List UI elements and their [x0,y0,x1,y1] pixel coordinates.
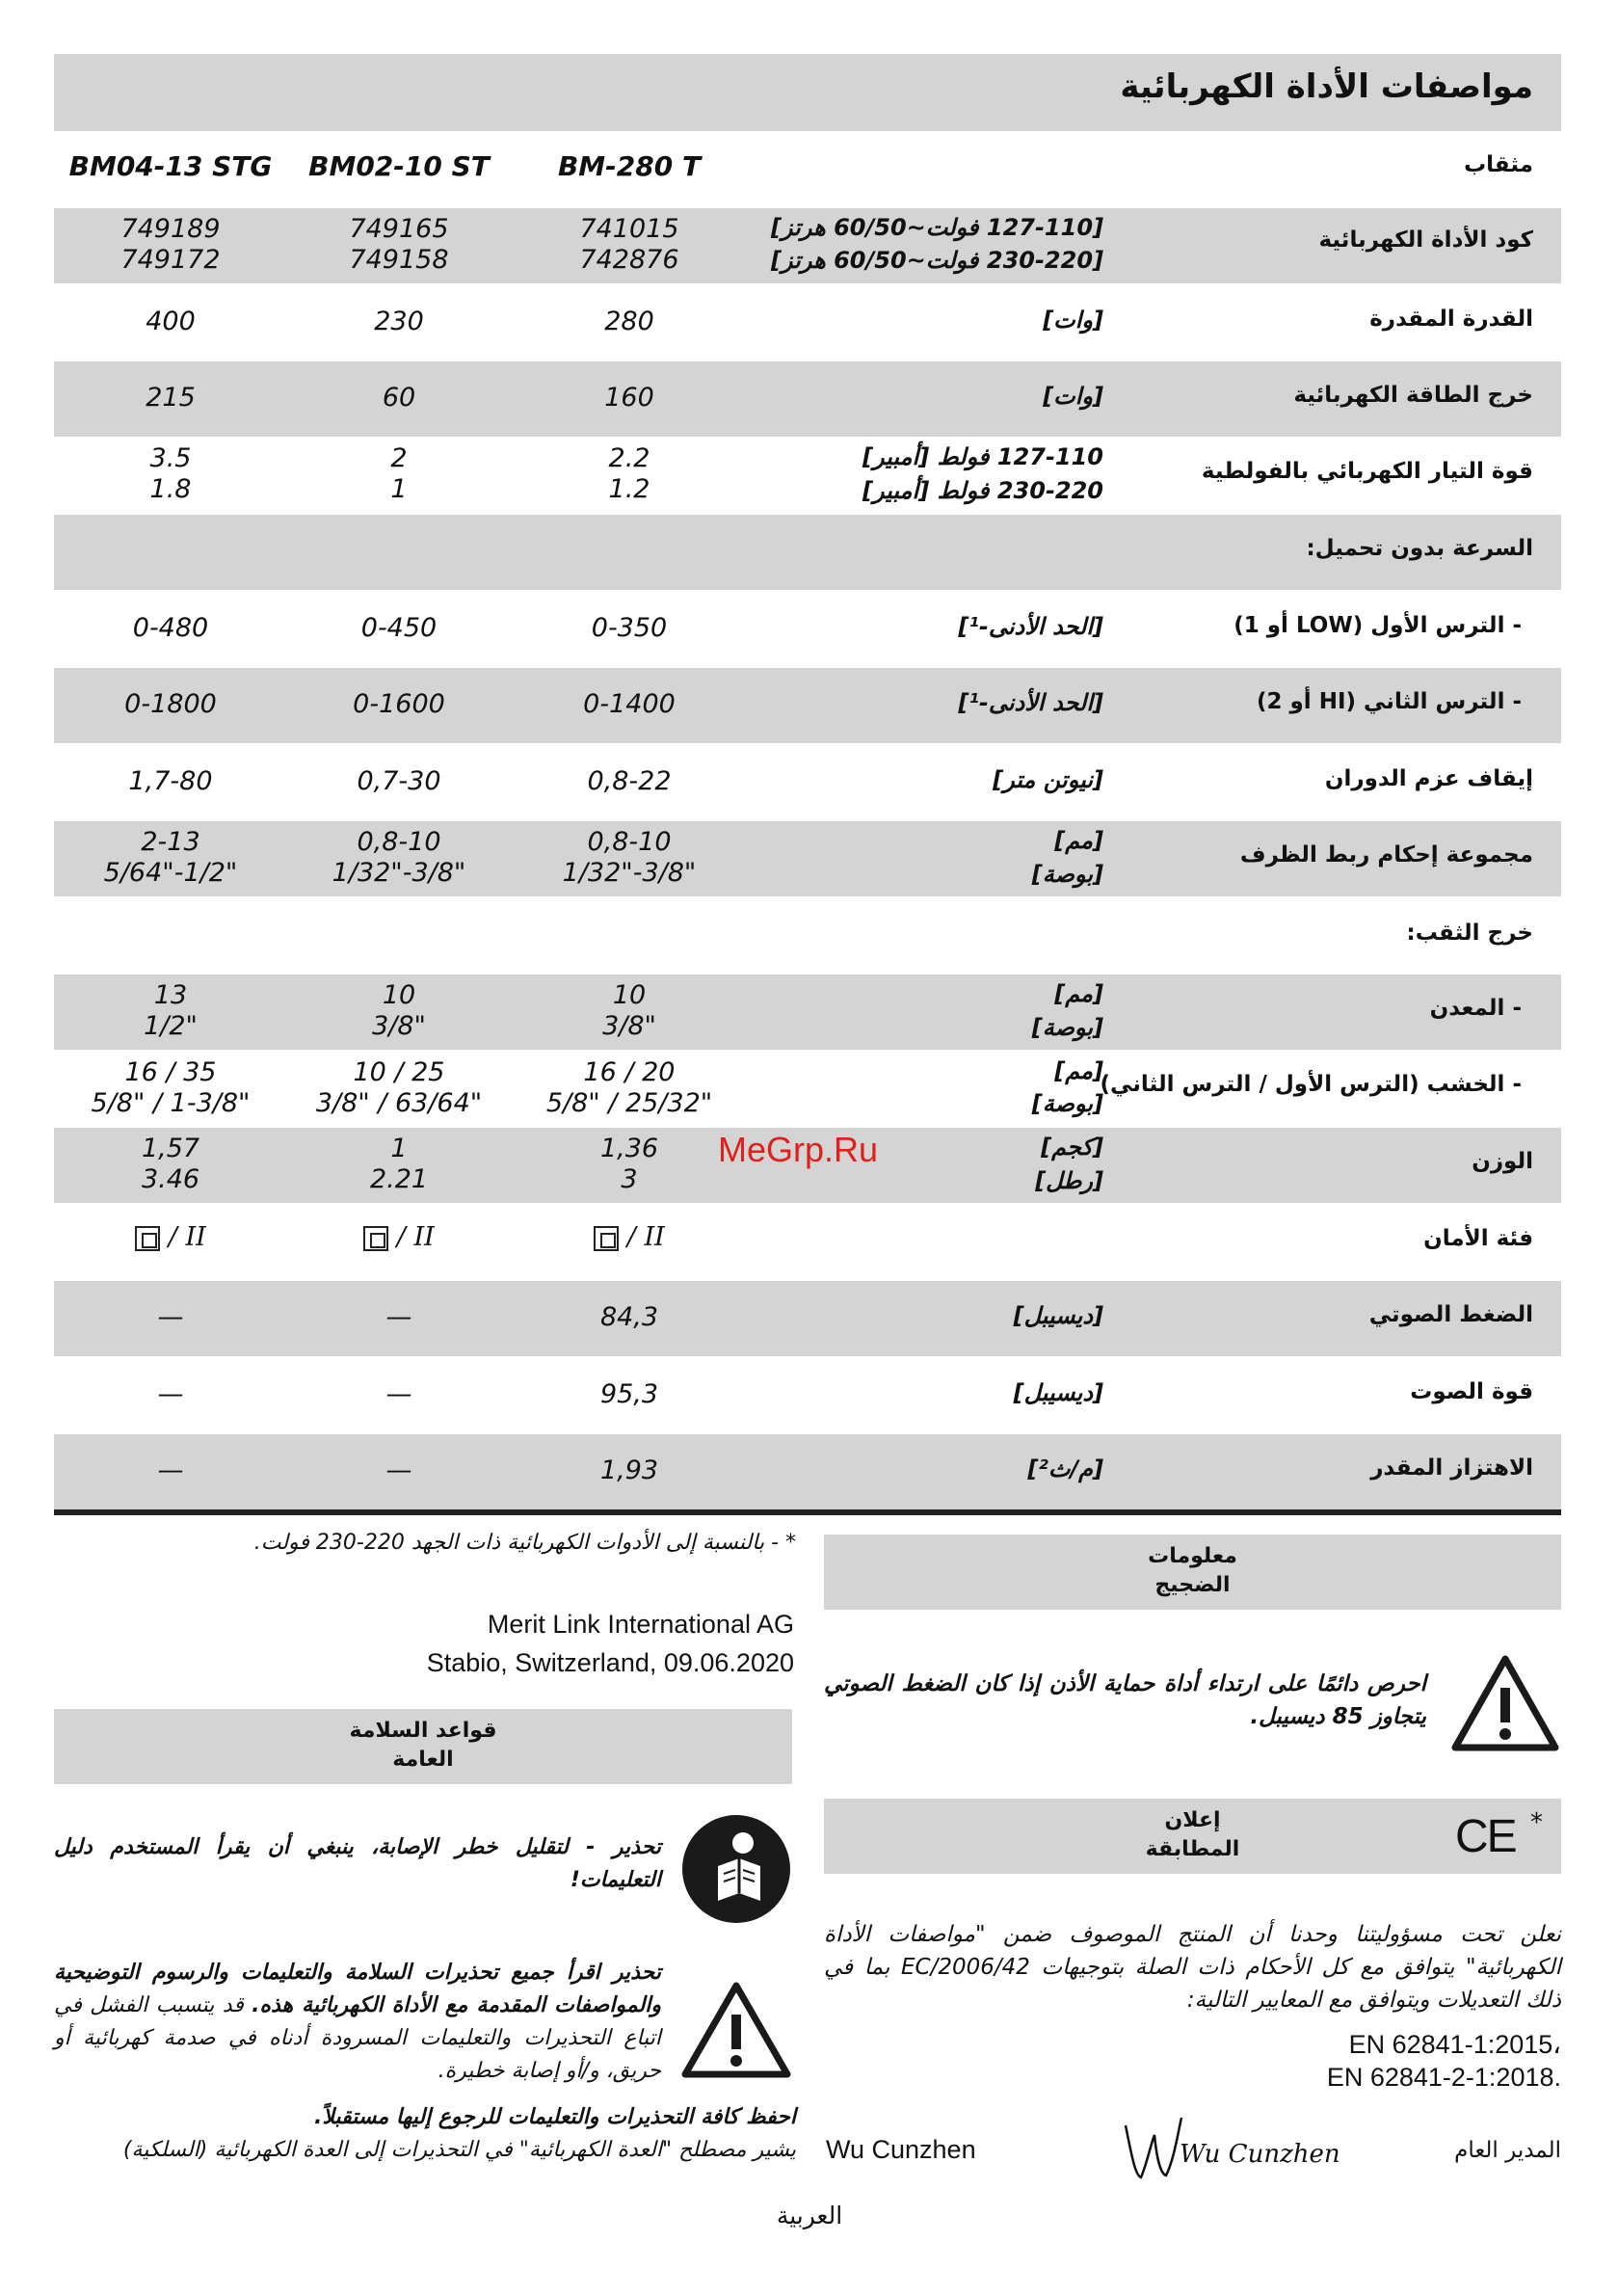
warning-triangle-icon [679,1980,793,2080]
unit-code-2: [230-220 فولت~60/50 هرتز] [770,247,1103,274]
unit-soundpower: [ديسيبل] [1013,1379,1103,1406]
model-bm280t: BM-280 T [557,150,702,182]
value-code-c1a: 741015 [579,214,679,244]
value-soundpower-c3: — [157,1379,184,1409]
unit-chuck-2: [بوصة] [1031,861,1103,888]
unit-weight-2: [رطل] [1035,1167,1103,1194]
row-label-safety: فئة الأمان [1423,1226,1533,1251]
noise-info-header-line2: الضجيج [1154,1573,1231,1597]
page-title: مواصفات الأداة الكهربائية [1120,67,1533,106]
page-language: العربية [776,2202,843,2229]
value-vibration-c2: — [385,1455,412,1485]
value-weight-c1a: 1,36 [599,1134,659,1163]
unit-current-1: 127-110 فولط [أمبير] [862,443,1103,470]
value-current-c3b: 1.8 [149,474,192,504]
value-pressure-c3: — [157,1302,184,1332]
conformity-header-line1: إعلان [1164,1808,1221,1832]
standard-2: EN 62841-2-1:2018. [1326,2063,1561,2092]
warning-read-manual: تحذير - لتقليل خطر الإصابة، ينبغي أن يقرأ المستخدم دليل التعليمات! [54,1835,661,1892]
signature [1118,2106,1340,2183]
unit-metal-2: [بوصة] [1031,1014,1103,1041]
warning-read-all-text: قد يتسبب الفشل في اتباع التحذيرات والتعليمات المسرودة أدناه في صدمة كهربائية أو حريق، و/أو إصابة خطيرة. [54,1993,661,2083]
declaration-text: نعلن تحت مسؤوليتنا وحدنا أن المنتج الموصوف ضمن "مواصفات الأداة الكهربائية" يتوافق مع كل الأحكام ذات الصلة بتوجيهات 2006/42/EC بما في ذلك التعديلات ويتوافق مع المعايير التالية: [824,1922,1561,2013]
safety-rules-header [54,1709,792,1784]
unit-torque: [نيوتن متر] [993,766,1103,793]
value-gear2-c2: 0-1600 [353,689,445,719]
row-label-wood: - الخشب (الترس الأول / الترس الثاني) [1100,1072,1522,1097]
value-vibration-c1: 1,93 [599,1455,659,1485]
unit-power: [وات] [1043,307,1103,334]
row-label-power: القدرة المقدرة [1369,307,1533,332]
value-soundpower-c1: 95,3 [599,1379,659,1409]
value-power-c2: 230 [374,307,424,336]
value-metal-c3b: 1/2" [144,1011,198,1041]
unit-code-1: [127-110 فولت~60/50 هرتز] [770,214,1103,241]
value-wood-c2a: 10 / 25 [353,1057,445,1087]
safety-rules-header-line2: العامة [392,1748,454,1772]
read-manual-icon [679,1812,793,1926]
row-label-gear2: - الترس الثاني (HI أو 2) [1256,689,1522,714]
value-vibration-c3: — [157,1455,184,1485]
unit-metal-1: [مم] [1054,980,1103,1007]
value-power-c3: 400 [146,307,196,336]
signature-text: Wu Cunzhen [1180,2140,1340,2169]
value-code-c2b: 749158 [349,245,449,275]
row-label-code: كود الأداة الكهربائية [1318,227,1533,253]
value-weight-c2a: 1 [390,1134,408,1163]
conformity-header-line2: المطابقة [1145,1837,1240,1861]
safety-class-c3 [74,1222,267,1252]
value-chuck-c3b: 5/64"-1/2" [103,858,238,888]
value-wood-c2b: 3/8" / 63/64" [315,1088,483,1118]
model-bm0413stg: BM04-13 STG [68,150,273,182]
row-label-drill: مثقاب [1464,152,1533,177]
unit-gear1: [الحد الأدنى-¹] [958,613,1103,640]
unit-pressure: [ديسيبل] [1013,1302,1103,1329]
value-code-c3a: 749189 [120,214,221,244]
table-bottom-rule [54,1509,1561,1515]
signer-name: Wu Cunzhen [826,2135,976,2164]
company-name: Merit Link International AG [487,1610,794,1639]
value-torque-c3: 1,7-80 [128,766,213,796]
row-label-soundpower: قوة الصوت [1410,1379,1533,1404]
value-chuck-c1b: 1/32"-3/8" [562,858,697,888]
noise-info-header [824,1535,1561,1610]
value-power-c1: 280 [604,307,654,336]
safety-class-c2 [303,1222,495,1252]
value-weight-c3b: 3.46 [141,1164,200,1194]
value-gear1-c2: 0-450 [360,613,438,643]
value-output-c3: 215 [146,383,196,413]
row-label-torque: إيقاف عزم الدوران [1324,766,1533,791]
double-insulation-icon [594,1226,619,1251]
unit-wood-1: [مم] [1054,1057,1103,1084]
value-code-c1b: 742876 [579,245,679,275]
value-current-c1b: 1.2 [608,474,650,504]
value-torque-c1: 0,8-22 [587,766,672,796]
row-label-vibration: الاهتزاز المقدر [1370,1455,1533,1481]
safety-class-c1 [533,1222,726,1252]
value-wood-c1a: 16 / 20 [583,1057,676,1087]
row-label-metal: - المعدن [1429,996,1522,1021]
value-gear2-c1: 0-1400 [583,689,676,719]
value-chuck-c2a: 0,8-10 [357,827,441,857]
row-label-current: قوة التيار الكهربائي بالفولطية [1201,459,1533,484]
value-code-c3b: 749172 [120,245,221,275]
ce-footnote-star: * [1530,1808,1543,1837]
value-torque-c2: 0,7-30 [357,766,441,796]
keep-instructions: احفظ كافة التحذيرات والتعليمات للرجوع إليها مستقبلاً. [313,2105,796,2129]
power-tool-term: يشير مصطلح "العدة الكهربائية" في التحذيرات إلى العدة الكهربائية (السلكية) [122,2138,796,2162]
unit-gear2: [الحد الأدنى-¹] [958,689,1103,716]
row-label-drill-output: خرج الثقب: [1406,921,1533,946]
row-label-weight: الوزن [1472,1149,1533,1174]
model-bm0210st: BM02-10 ST [308,150,490,182]
value-wood-c3b: 5/8" / 1-3/8" [91,1088,251,1118]
unit-wood-2: [بوصة] [1031,1090,1103,1117]
value-current-c1a: 2.2 [608,443,650,473]
value-gear1-c1: 0-350 [591,613,668,643]
row-label-chuck: مجموعة إحكام ربط الظرف [1239,842,1533,868]
unit-vibration: [م/ث²] [1027,1455,1103,1482]
value-output-c1: 160 [604,383,654,413]
signer-title: المدير العام [1454,2138,1561,2163]
row-label-output: خرج الطاقة الكهربائية [1293,383,1533,408]
value-metal-c2a: 10 [382,980,416,1010]
value-gear1-c3: 0-480 [132,613,209,643]
noise-warning-text: احرص دائمًا على ارتداء أداة حماية الأذن إذا كان الضغط الصوتي يتجاوز 85 ديسيبل. [824,1671,1426,1729]
value-weight-c2b: 2.21 [369,1164,429,1194]
safety-rules-header-line1: قواعد السلامة [349,1719,497,1743]
value-pressure-c1: 84,3 [599,1302,659,1332]
safety-class-label: / II [626,1222,665,1252]
unit-current-2: 230-220 فولط [أمبير] [862,477,1103,504]
row-label-gear1: - الترس الأول (LOW أو 1) [1233,613,1522,638]
safety-class-label: / II [168,1222,206,1252]
value-metal-c2b: 3/8" [372,1011,426,1041]
value-current-c2b: 1 [390,474,408,504]
value-chuck-c1a: 0,8-10 [587,827,672,857]
value-code-c2a: 749165 [349,214,449,244]
company-location-date: Stabio, Switzerland, 09.06.2020 [426,1648,794,1677]
standard-1: EN 62841-1:2015، [1348,2030,1561,2059]
noise-info-header-line1: معلومات [1148,1544,1237,1568]
ce-mark-icon: CE [1455,1811,1516,1862]
value-weight-c3a: 1,57 [141,1134,200,1163]
row-label-speed: السرعة بدون تحميل: [1306,536,1533,561]
value-metal-c1b: 3/8" [602,1011,656,1041]
warning-read-all-bold: تحذير اقرأ جميع تحذيرات السلامة والتعليمات والرسوم التوضيحية والمواصفات المقدمة مع الأداة الكهربائية هذه. [54,1961,662,2017]
unit-chuck-1: [مم] [1054,827,1103,854]
double-insulation-icon [363,1226,388,1251]
row-label-pressure: الضغط الصوتي [1368,1302,1533,1327]
double-insulation-icon [135,1226,160,1251]
safety-class-label: / II [396,1222,435,1252]
value-current-c2a: 2 [390,443,408,473]
unit-weight-1: [كجم] [1041,1134,1103,1161]
value-output-c2: 60 [382,383,416,413]
value-current-c3a: 3.5 [149,443,192,473]
value-pressure-c2: — [385,1302,412,1332]
value-wood-c3a: 16 / 35 [124,1057,217,1087]
value-chuck-c2b: 1/32"-3/8" [332,858,466,888]
value-wood-c1b: 5/8" / 25/32" [545,1088,713,1118]
value-weight-c1b: 3 [621,1164,638,1194]
value-gear2-c3: 0-1800 [124,689,217,719]
value-chuck-c3a: 2-13 [141,827,200,857]
footnote: * - بالنسبة إلى الأدوات الكهربائية ذات الجهد 220-230 فولت. [253,1531,796,1555]
watermark: MeGrp.Ru [718,1130,879,1169]
value-metal-c3a: 13 [153,980,188,1010]
conformity-header [824,1799,1561,1874]
noise-warning-icon [1449,1653,1561,1753]
value-soundpower-c2: — [385,1379,412,1409]
unit-output: [وات] [1043,383,1103,410]
warning-read-all [54,1957,661,2088]
value-metal-c1a: 10 [612,980,647,1010]
